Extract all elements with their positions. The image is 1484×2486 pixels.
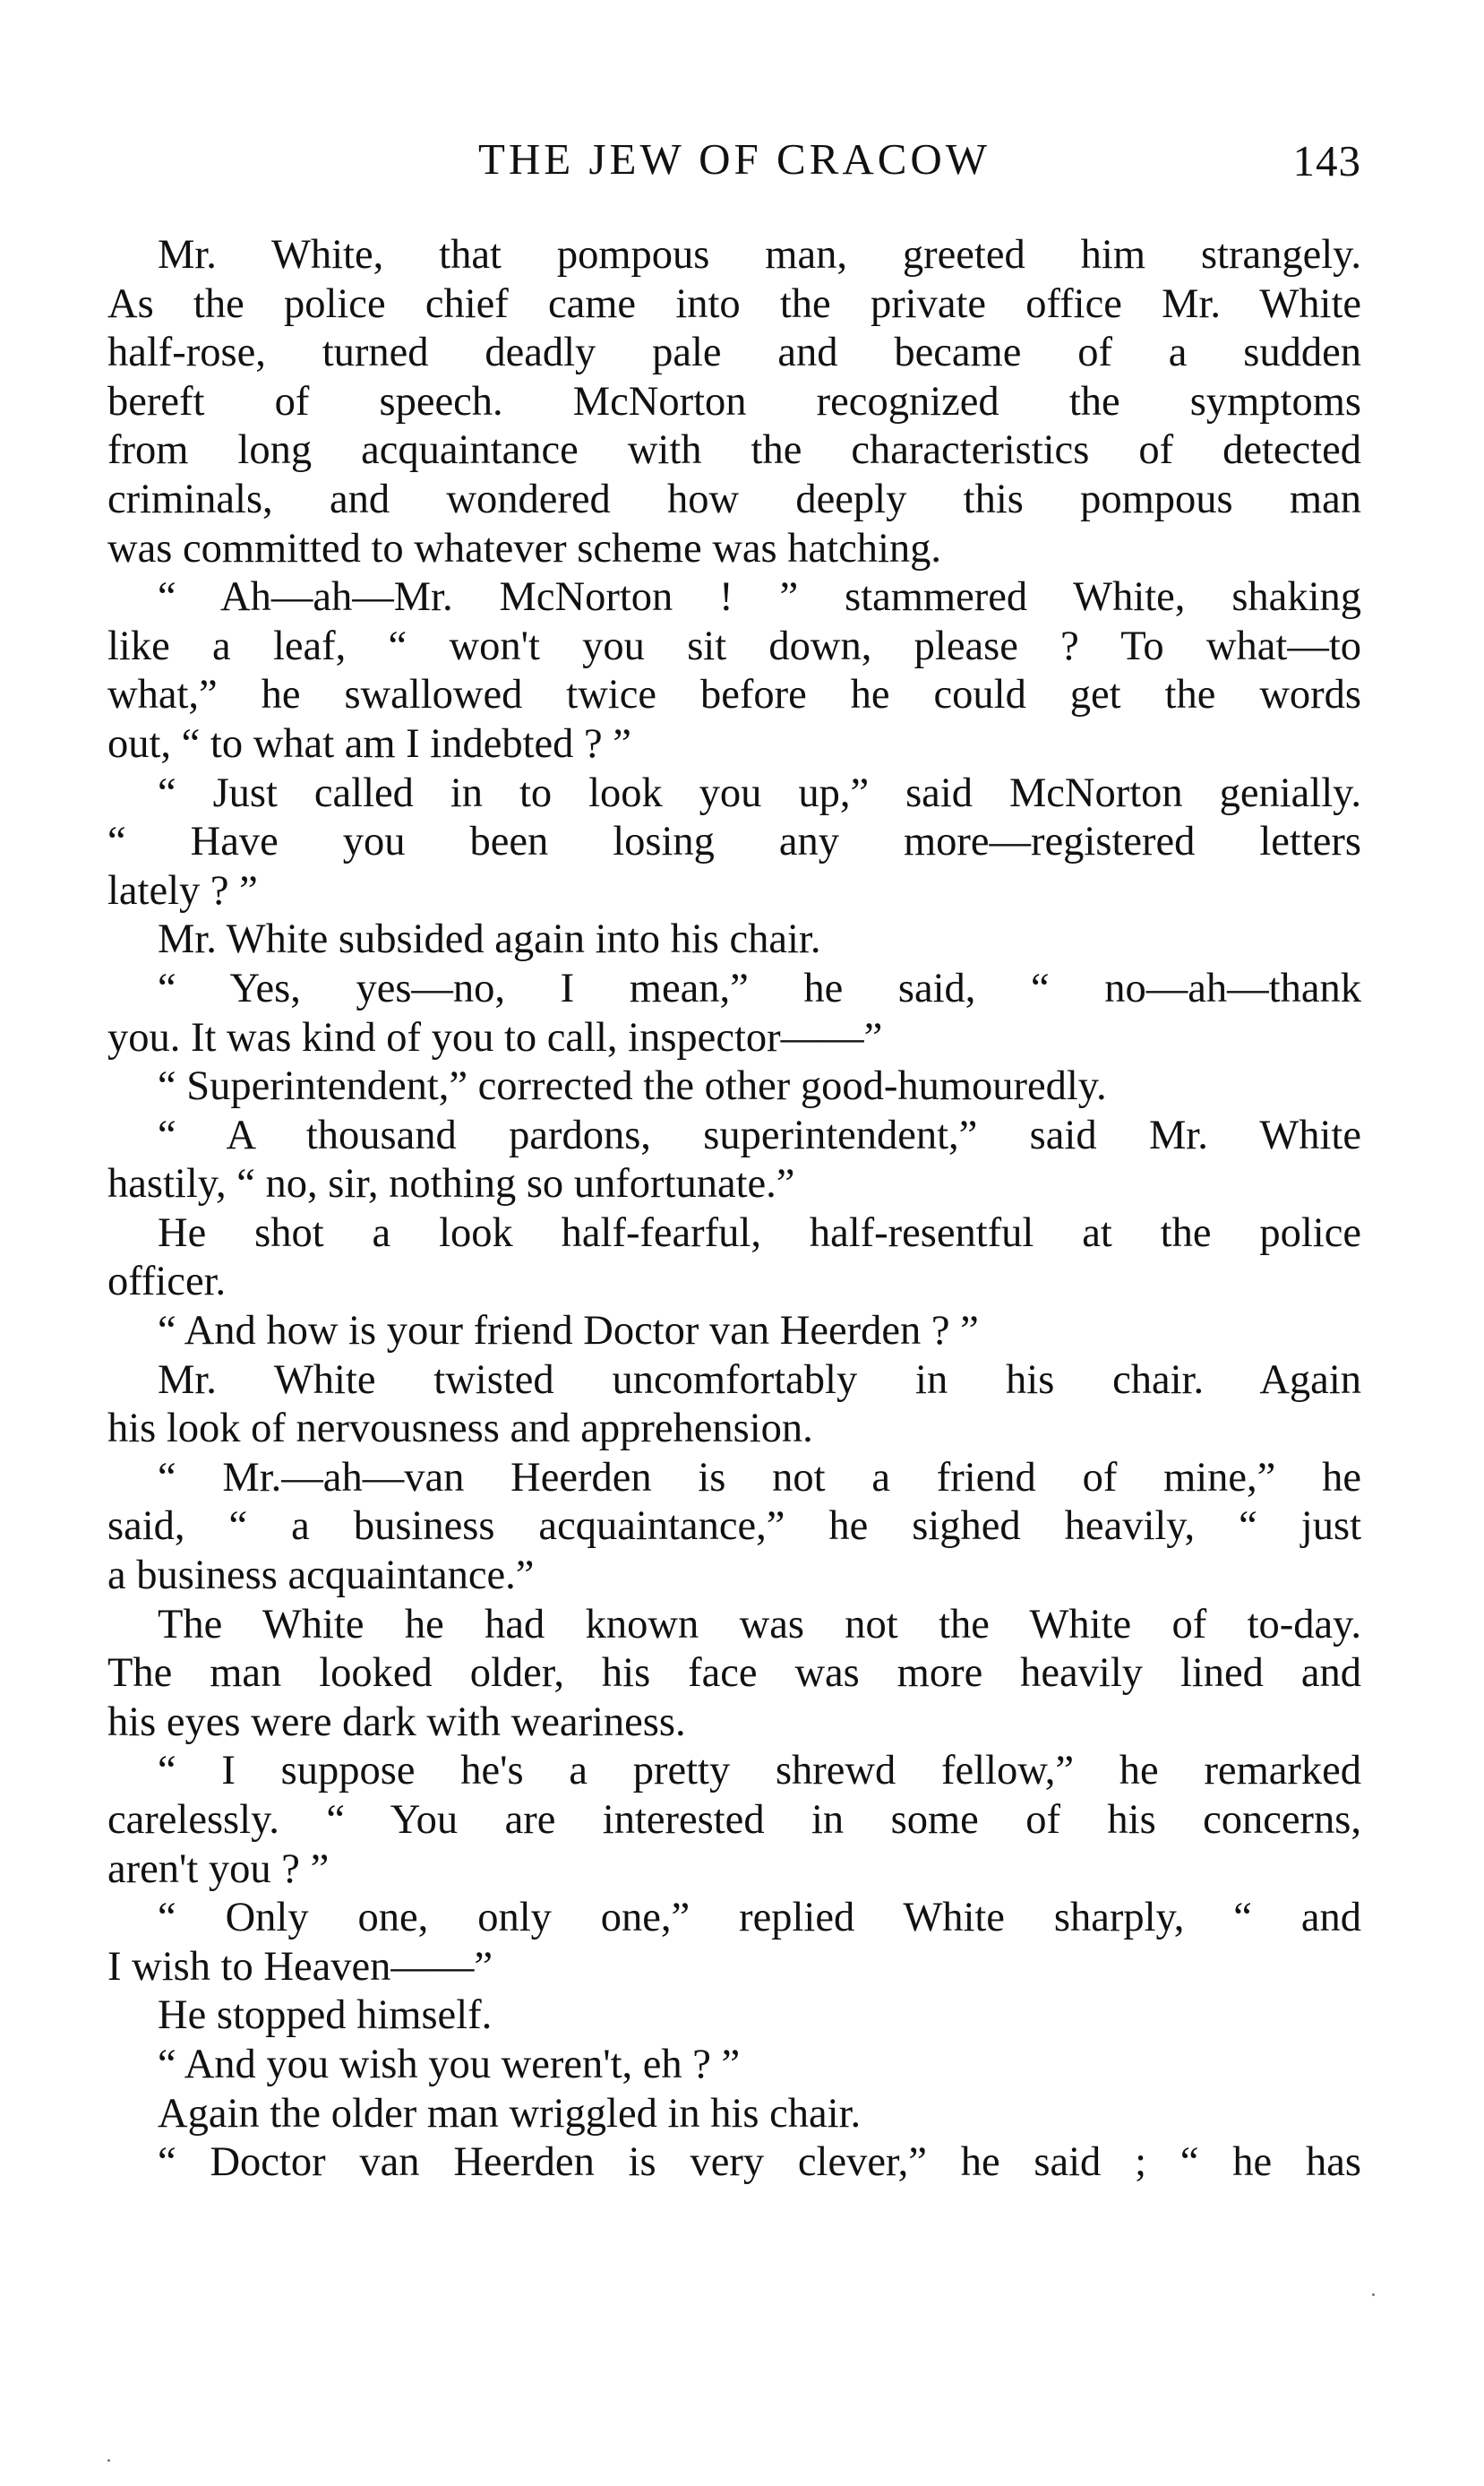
running-title: THE JEW OF CRACOW: [477, 134, 991, 184]
text-line: hastily, “ no, sir, nothing so unfortunate.”: [107, 1161, 795, 1208]
text-line: his eyes were dark with weariness.: [107, 1699, 686, 1745]
body-text: [107, 231, 1361, 2188]
text-line: criminals, and wondered how deeply this pompous man: [107, 476, 1361, 522]
text-line: Again the older man wriggled in his chair.: [158, 2090, 862, 2137]
text-line: a business acquaintance.”: [107, 1553, 535, 1599]
text-line: out, “ to what am I indebted ? ”: [107, 720, 631, 767]
text-line: “ Doctor van Heerden is very clever,” he said ; “ he has: [158, 2139, 1361, 2186]
text-line: The man looked older, his face was more heavily lined and: [107, 1650, 1361, 1697]
text-line: “ Only one, only one,” replied White sharply, “ and: [158, 1895, 1361, 1941]
paper-speck: [107, 2459, 110, 2462]
text-line: like a leaf, “ won't you sit down, please ? To what—to: [107, 623, 1361, 669]
text-line: aren't you ? ”: [107, 1845, 330, 1892]
text-line: He stopped himself.: [158, 1992, 493, 2039]
text-line: Mr. White, that pompous man, greeted him strangely.: [158, 232, 1361, 278]
text-line: was committed to whatever scheme was hatching.: [107, 525, 941, 572]
text-line: “ And how is your friend Doctor van Heerden ? ”: [158, 1308, 979, 1355]
text-line: “ Superintendent,” corrected the other good-humouredly.: [158, 1063, 1107, 1110]
text-line: Mr. White twisted uncomfortably in his chair. Again: [158, 1356, 1361, 1403]
text-line: “ Just called in to look you up,” said McNorton genially.: [158, 770, 1361, 816]
text-line: bereft of speech. McNorton recognized the symptoms: [107, 378, 1361, 425]
text-line: “ Have you been losing any more—registered letters: [107, 819, 1361, 865]
text-line: officer.: [107, 1259, 227, 1305]
text-line: As the police chief came into the private office Mr. White: [107, 280, 1361, 327]
text-line: his look of nervousness and apprehension.: [107, 1406, 813, 1452]
text-line: said, “ a business acquaintance,” he sighed heavily, “ just: [107, 1503, 1361, 1550]
text-line: carelessly. “ You are interested in some of his concerns,: [107, 1797, 1361, 1843]
text-line: lately ? ”: [107, 867, 258, 914]
text-line: “ Mr.—ah—van Heerden is not a friend of mine,” he: [158, 1454, 1361, 1501]
text-line: “ And you wish you weren't, eh ? ”: [158, 2041, 741, 2087]
text-line: “ Ah—ah—Mr. McNorton ! ” stammered White, shaking: [158, 574, 1361, 621]
text-line: “ I suppose he's a pretty shrewd fellow,” he remarked: [158, 1748, 1361, 1794]
text-line: “ A thousand pardons, superintendent,” said Mr. White: [158, 1112, 1361, 1158]
running-head: [107, 133, 1361, 186]
text-line: half-rose, turned deadly pale and became of a sudden: [107, 330, 1361, 376]
text-line: from long acquaintance with the characteristics of detected: [107, 427, 1361, 474]
text-line: Mr. White subsided again into his chair.: [158, 916, 821, 963]
text-line: what,” he swallowed twice before he could get the words: [107, 672, 1361, 718]
text-line: He shot a look half-fearful, half-resentful at the police: [158, 1209, 1361, 1256]
paper-speck: [1372, 2293, 1375, 2296]
text-line: The White he had known was not the White of to-day.: [158, 1601, 1361, 1647]
text-line: I wish to Heaven——”: [107, 1943, 493, 1990]
text-line: you. It was kind of you to call, inspector——”: [107, 1014, 883, 1061]
page-number: 143: [1292, 136, 1361, 185]
text-line: “ Yes, yes—no, I mean,” he said, “ no—ah—thank: [158, 965, 1361, 1011]
